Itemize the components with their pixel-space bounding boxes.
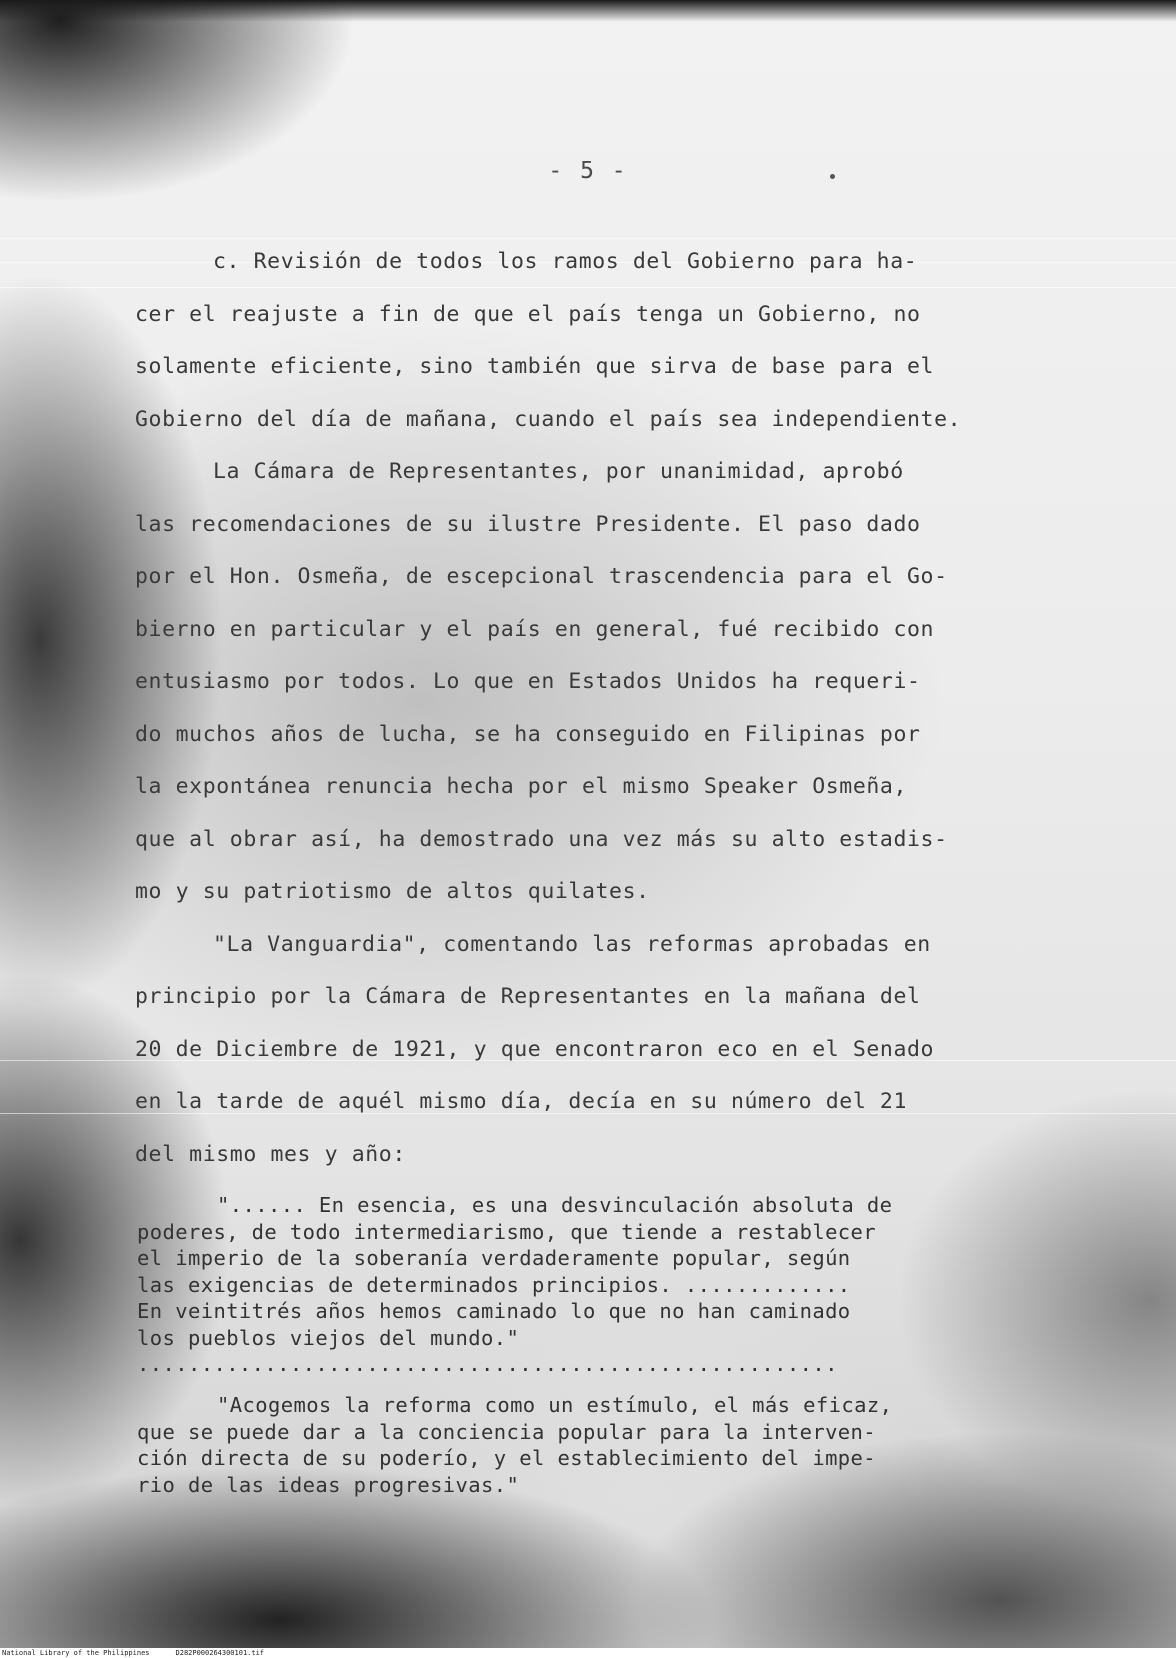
text-line: "La Vanguardia", comentando las reformas aprobadas en xyxy=(213,931,931,957)
document-body xyxy=(135,236,1095,1181)
quote-line: "Acogemos la reforma como un estímulo, el más eficaz, xyxy=(217,1393,893,1417)
text-line: por el Hon. Osmeña, de escepcional trascendencia para el Go- xyxy=(135,564,948,589)
text-line: que al obrar así, ha demostrado una vez más su alto estadis- xyxy=(135,826,948,852)
text-line: mo y su patriotismo de altos quilates. xyxy=(135,879,650,904)
scan-footer-text xyxy=(2,1648,264,1658)
text-line: cer el reajuste a fin de que el país tenga un Gobierno, no xyxy=(135,301,921,327)
text-line: en la tarde de aquél mismo día, decía en su número del 21 xyxy=(135,1089,908,1114)
text-line: del mismo mes y año: xyxy=(135,1141,406,1167)
text-line: bierno en particular y el país en general, fué recibido con xyxy=(135,616,935,642)
text-line: la expontánea renuncia hecha por el mismo Speaker Osmeña, xyxy=(135,774,908,799)
quote-line: rio de las ideas progresivas." xyxy=(137,1472,520,1497)
text-line: las recomendaciones de su ilustre Presidente. El paso dado xyxy=(135,511,921,537)
page-number: - 5 - xyxy=(548,158,628,184)
text-line: Gobierno del día de mañana, cuando el país sea independiente. xyxy=(135,406,962,432)
quote-block xyxy=(137,1192,1097,1378)
quote-line: los pueblos viejos del mundo." xyxy=(137,1325,520,1350)
quote-line: las exigencias de determinados principios. ............. xyxy=(137,1272,851,1297)
quote-line: poderes, de todo intermediarismo, que tiende a restablecer xyxy=(137,1219,877,1244)
text-line: La Cámara de Representantes, por unanimidad, aprobó xyxy=(213,459,904,484)
text-line: 20 de Diciembre de 1921, y que encontraron eco en el Senado xyxy=(135,1036,935,1062)
quote-block xyxy=(137,1392,1097,1498)
footer-file-id: D282P000264300101.tif xyxy=(175,1649,265,1657)
quote-line: "...... En esencia, es una desvinculación absoluta de xyxy=(217,1193,893,1217)
quote-line: ción directa de su poderío, y el establecimiento del impe- xyxy=(137,1446,877,1470)
quote-separator: ....................................................... xyxy=(137,1352,838,1376)
text-line: c. Revisión de todos los ramos del Gobierno para ha- xyxy=(213,249,918,274)
text-line: principio por la Cámara de Representantes en la mañana del xyxy=(135,984,921,1009)
quote-line: el imperio de la soberanía verdaderamente popular, según xyxy=(137,1246,851,1270)
footer-institution: National Library of the Philippines xyxy=(2,1649,150,1657)
quote-line: En veintitrés años hemos caminado lo que no han caminado xyxy=(137,1299,851,1323)
scan-shadow-top xyxy=(0,0,1176,22)
quote-line: que se puede dar a la conciencia popular para la interven- xyxy=(137,1419,877,1444)
text-line: entusiasmo por todos. Lo que en Estados Unidos ha requeri- xyxy=(135,669,921,694)
ink-dot xyxy=(830,174,835,179)
text-line: solamente eficiente, sino también que sirva de base para el xyxy=(135,354,935,379)
text-line: do muchos años de lucha, se ha conseguido en Filipinas por xyxy=(135,721,921,747)
